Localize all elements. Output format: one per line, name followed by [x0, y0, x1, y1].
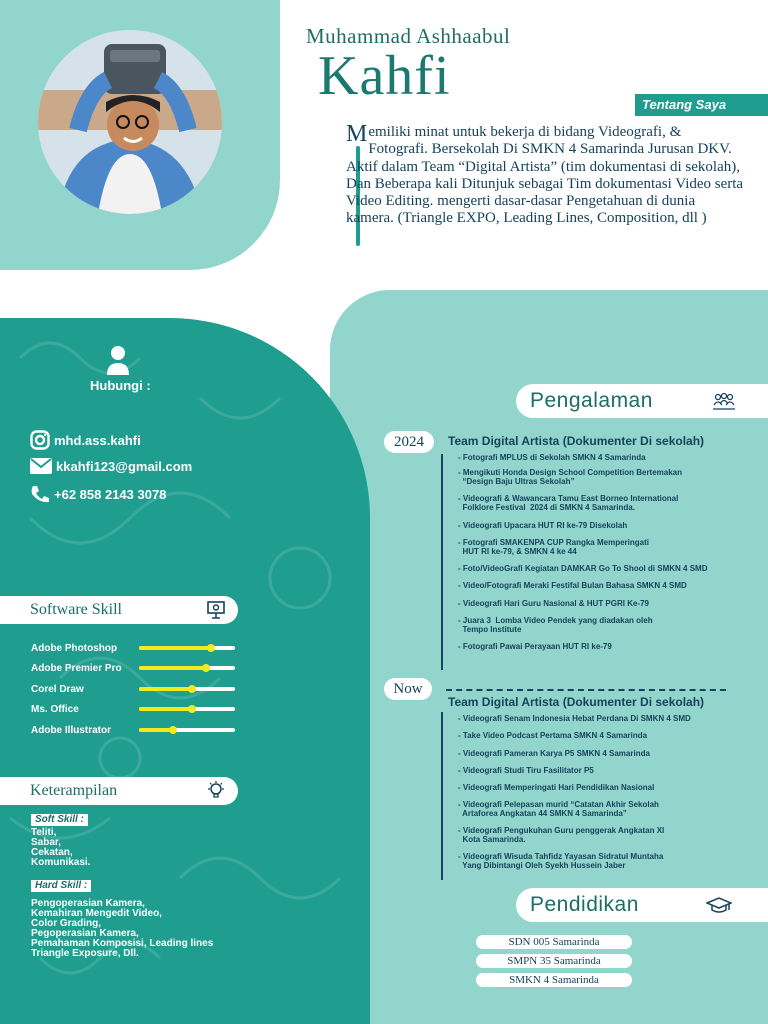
contact-instagram[interactable] [30, 430, 141, 450]
software-level-knob [188, 685, 196, 693]
hard-skill-item: Kemahiran Mengedit Video, [31, 908, 162, 919]
software-row [31, 682, 241, 696]
software-label: Ms. Office [31, 703, 79, 715]
skills-heading [0, 777, 238, 805]
software-label: Adobe Illustrator [31, 724, 112, 736]
experience-item: - Foto/VideoGrafi Kegiatan DAMKAR Go To Shool di SMKN 4 SMD [458, 564, 708, 573]
about-body: emiliki minat untuk bekerja di bidang Videografi, & Fotografi. Bersekolah Di SMKN 4 Samarinda Jurusan DKV. Aktif dalam Team “Digital Artista” (tim dokumentasi di sekolah), Dan Beberapa kali Ditunjuk sebagai Tim dokumentasi Video serta Video Editing. mengerti dasar-dasar Pengetahuan di dunia kamera. (Triangle EXPO, Leading Lines, Composition, dll ) [346, 124, 744, 227]
software-skill-title: Software Skill [30, 601, 122, 618]
about-label: Tentang Saya [635, 94, 768, 116]
software-row [31, 723, 241, 737]
instagram-handle: mhd.ass.kahfi [54, 432, 141, 448]
contact-phone[interactable] [30, 485, 166, 503]
experience-item: - Fotografi MPLUS di Sekolah SMKN 4 Samarinda [458, 453, 646, 462]
contact-heading: Hubungi : [90, 378, 151, 393]
education-item: SDN 005 Samarinda [476, 935, 632, 949]
software-row [31, 702, 241, 716]
software-row [31, 661, 241, 675]
software-label: Adobe Photoshop [31, 642, 118, 654]
soft-skill-label: Soft Skill : [31, 814, 88, 826]
experience-item: - Mengikuti Honda Design School Competition Bertemakan “Design Baju Ultras Sekolah” [458, 468, 683, 486]
experience-item: - Videografi Pelepasan murid “Catatan Akhir Sekolah Artaforea Angkatan 44 SMKN 4 Samarinda” [458, 800, 659, 818]
software-level-knob [188, 705, 196, 713]
hard-skill-item: Pegoperasian Kamera, [31, 928, 139, 939]
profile-photo [38, 30, 222, 214]
hard-skill-item: Pengoperasian Kamera, [31, 898, 145, 909]
soft-skill-item: Komunikasi. [31, 857, 91, 868]
timeline-line [441, 712, 443, 880]
software-level-bar [139, 666, 235, 670]
experience-item: - Fotografi SMAKENPA CUP Rangka Memperingati HUT RI ke-79, & SMKN 4 ke 44 [458, 538, 649, 556]
education-heading [516, 888, 768, 922]
about-drop-cap: M [346, 121, 368, 147]
person-icon [106, 345, 130, 375]
experience-item: - Juara 3 Lomba Video Pendek yang diadakan oleh Tempo Institute [458, 616, 653, 634]
hard-skill-list [31, 899, 213, 959]
hard-skill-item: Color Grading, [31, 918, 101, 929]
hard-skill-item: Triangle Exposure, Dll. [31, 948, 139, 959]
skills-title: Keterampilan [30, 782, 118, 799]
email-address: kkahfi123@gmail.com [56, 458, 193, 474]
experience-item: - Take Video Podcast Pertama SMKN 4 Samarinda [458, 731, 648, 740]
year-badge-now: Now [384, 678, 432, 700]
education-item: SMKN 4 Samarinda [476, 973, 632, 987]
software-level-bar [139, 646, 235, 650]
software-level-fill [139, 707, 192, 711]
software-row [31, 641, 241, 655]
presentation-icon [206, 601, 226, 619]
experience-item: - Videografi Pameran Karya P5 SMKN 4 Samarinda [458, 749, 650, 758]
experience-item: - Videografi Wisuda Tahfidz Yayasan Sidratul Muntaha Yang Dibintangi Oleh Syekh Hussein Jaber [458, 852, 664, 870]
mail-icon [30, 458, 52, 474]
experience-list-2024 [458, 454, 748, 664]
timeline-dashed-separator [446, 689, 726, 691]
last-name: Kahfi [318, 45, 451, 107]
about-text [346, 121, 744, 228]
team-icon [712, 392, 736, 412]
software-level-fill [139, 666, 206, 670]
education-title: Pendidikan [530, 893, 639, 916]
software-label: Adobe Premier Pro [31, 662, 122, 674]
experience-item: - Video/Fotografi Meraki Festifal Bulan Bahasa SMKN 4 SMD [458, 581, 687, 590]
soft-skill-item: Cekatan, [31, 847, 73, 858]
software-level-bar [139, 687, 235, 691]
phone-number: +62 858 2143 3078 [54, 486, 167, 502]
software-skill-heading [0, 596, 238, 624]
experience-item: - Videografi & Wawancara Tamu East Borneo International Folklore Festival 2024 di SMKN 4 Samarinda. [458, 494, 679, 512]
soft-skill-item: Teliti, [31, 827, 57, 838]
contact-email[interactable] [30, 458, 192, 474]
experience-group-title: Team Digital Artista (Dokumenter Di sekolah) [448, 434, 705, 448]
lightbulb-icon [206, 781, 226, 801]
hard-skill-item: Pemahaman Komposisi, Leading lines [31, 938, 214, 949]
experience-item: - Videografi Hari Guru Nasional & HUT PGRI Ke-79 [458, 599, 649, 608]
software-label: Corel Draw [31, 683, 84, 695]
first-name: Muhammad Ashhaabul [306, 24, 511, 48]
soft-skill-list [31, 828, 90, 868]
experience-list-now [458, 715, 748, 880]
experience-item: - Videografi Memperingati Hari Pendidikan Nasional [458, 783, 655, 792]
soft-skill-item: Sabar, [31, 837, 62, 848]
year-badge-2024: 2024 [384, 431, 434, 453]
hard-skill-label: Hard Skill : [31, 880, 91, 892]
software-level-fill [139, 646, 211, 650]
software-level-fill [139, 728, 173, 732]
experience-item: - Videografi Upacara HUT RI ke-79 Disekolah [458, 521, 628, 530]
phone-icon [30, 485, 50, 503]
experience-item: - Videografi Studi Tiru Fasilitator P5 [458, 766, 594, 775]
software-level-bar [139, 707, 235, 711]
experience-item: - Videografi Pengukuhan Guru penggerak Angkatan XI Kota Samarinda. [458, 826, 665, 844]
experience-group-title: Team Digital Artista (Dokumenter Di sekolah) [448, 695, 705, 709]
education-item: SMPN 35 Samarinda [476, 954, 632, 968]
software-level-knob [202, 664, 210, 672]
experience-item: - Fotografi Pawai Perayaan HUT RI ke-79 [458, 642, 612, 651]
experience-heading [516, 384, 768, 418]
software-level-fill [139, 687, 192, 691]
experience-item: - Videografi Senam Indonesia Hebat Perdana Di SMKN 4 SMD [458, 714, 691, 723]
experience-title: Pengalaman [530, 389, 653, 412]
software-level-bar [139, 728, 235, 732]
graduation-cap-icon [706, 897, 732, 915]
timeline-line [441, 454, 443, 670]
software-level-knob [207, 644, 215, 652]
instagram-icon [30, 430, 50, 450]
software-level-knob [169, 726, 177, 734]
